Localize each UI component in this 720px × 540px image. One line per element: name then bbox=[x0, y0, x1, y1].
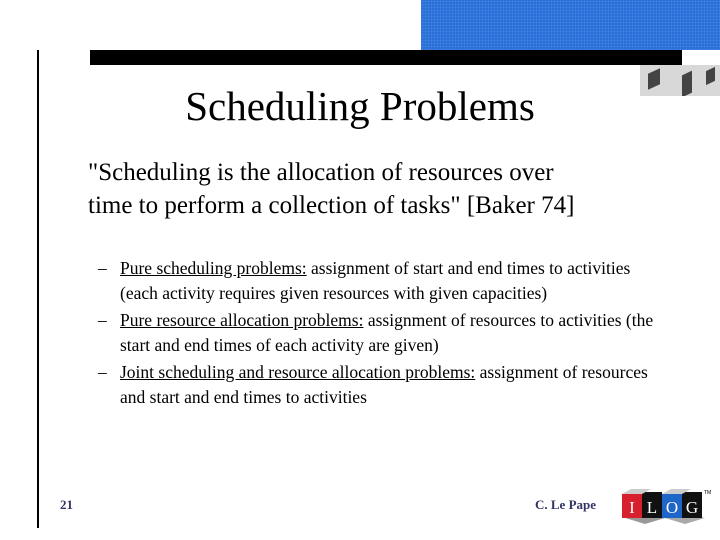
bullet-text: assignment of start and end times to activities (each activity requires given resources with given capacities) bbox=[120, 258, 631, 303]
bullet-term: Pure resource allocation problems: bbox=[120, 310, 364, 330]
dash-bullet: – bbox=[98, 258, 107, 278]
svg-text:I: I bbox=[629, 498, 635, 517]
svg-text:TM: TM bbox=[704, 490, 712, 496]
bullet-item bbox=[98, 256, 658, 305]
bullet-item bbox=[98, 308, 658, 357]
bullet-text: assignment of resources and start and end times to activities bbox=[120, 362, 648, 407]
bullet-list bbox=[98, 256, 658, 412]
dash-bullet: – bbox=[98, 310, 107, 330]
svg-text:L: L bbox=[646, 498, 658, 517]
slide-title: Scheduling Problems bbox=[185, 83, 535, 129]
author-name: C. Le Pape bbox=[535, 497, 597, 512]
definition-quote bbox=[88, 156, 688, 222]
quote-line: "Scheduling is the allocation of resources over bbox=[88, 159, 554, 186]
bullet-term: Joint scheduling and resource allocation problems: bbox=[120, 362, 476, 382]
bullet-item bbox=[98, 360, 658, 409]
quote-line: time to perform a collection of tasks" [Baker 74] bbox=[88, 192, 575, 219]
header-black-bar bbox=[90, 50, 682, 65]
svg-text:O: O bbox=[665, 498, 679, 517]
svg-text:G: G bbox=[685, 498, 699, 517]
bullet-text: assignment of resources to activities (the start and end times of each activity are given) bbox=[120, 310, 654, 355]
page-number: 21 bbox=[60, 497, 73, 512]
header-blue-band bbox=[421, 0, 720, 50]
bullet-term: Pure scheduling problems: bbox=[120, 258, 307, 278]
ilog-logo bbox=[619, 488, 715, 526]
dash-bullet: – bbox=[98, 362, 107, 382]
